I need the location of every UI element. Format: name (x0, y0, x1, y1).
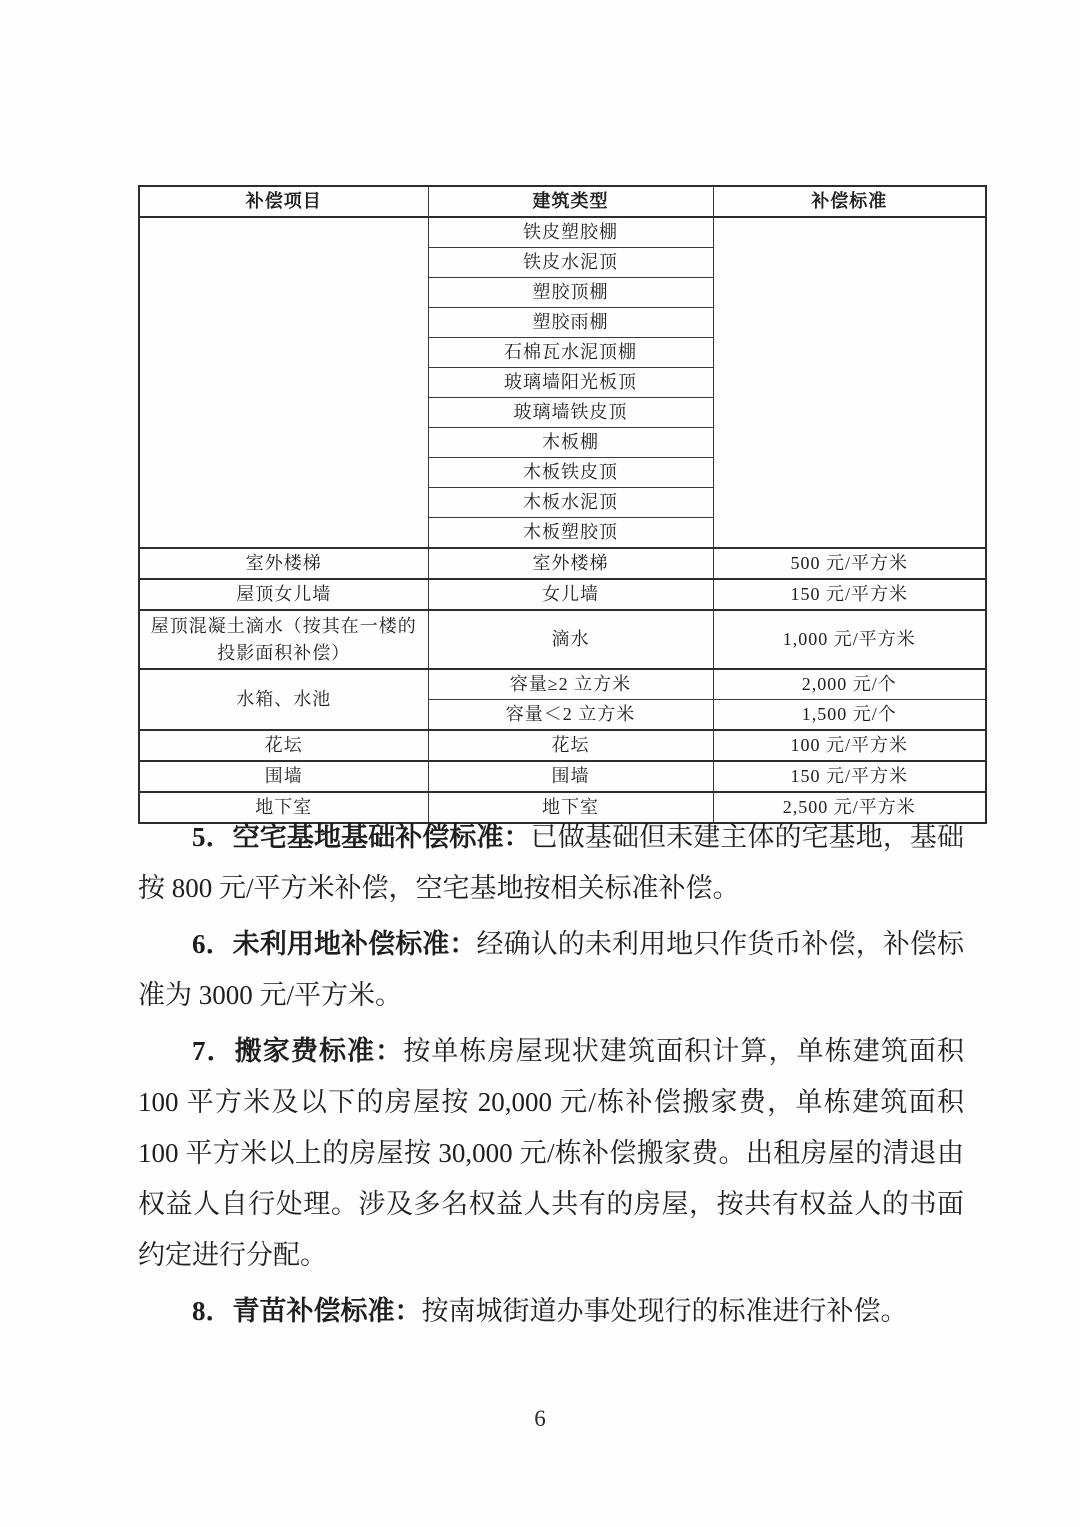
standard-cell: 150 元/平方米 (713, 761, 986, 792)
building-type-cell: 容量＜2 立方米 (428, 700, 713, 731)
building-type-cell: 塑胶顶棚 (428, 278, 713, 308)
item-cell: 花坛 (139, 730, 428, 761)
building-type-cell: 塑胶雨棚 (428, 308, 713, 338)
paragraph-7 (138, 1026, 964, 1281)
item-cell: 屋顶混凝土滴水（按其在一楼的投影面积补偿） (139, 610, 428, 669)
paragraph-8-label: 8．青苗补偿标准： (192, 1296, 422, 1326)
paragraph-7-label: 7．搬家费标准： (192, 1036, 404, 1066)
table-row (139, 217, 986, 248)
building-type-cell: 地下室 (428, 792, 713, 823)
header-compensation-standard: 补偿标准 (713, 186, 986, 217)
building-type-cell: 滴水 (428, 610, 713, 669)
building-type-cell: 木板塑胶顶 (428, 518, 713, 549)
item-cell: 屋顶女儿墙 (139, 579, 428, 610)
paragraph-8-text: 按南城街道办事处现行的标准进行补偿。 (421, 1296, 908, 1326)
building-type-cell: 围墙 (428, 761, 713, 792)
building-type-cell: 木板水泥顶 (428, 488, 713, 518)
paragraph-5 (138, 812, 964, 914)
building-type-cell: 木板棚 (428, 428, 713, 458)
item-cell: 围墙 (139, 761, 428, 792)
item-cell: 室外楼梯 (139, 548, 428, 579)
compensation-table (138, 185, 987, 824)
table-row (139, 669, 986, 700)
paragraph-6-text: 经确认的未利用地只作货币补偿，补偿标准为 3000 元/平方米。 (138, 929, 965, 1010)
building-type-cell: 花坛 (428, 730, 713, 761)
paragraph-8 (138, 1286, 964, 1337)
building-type-cell: 木板铁皮顶 (428, 458, 713, 488)
building-type-cell: 铁皮水泥顶 (428, 248, 713, 278)
building-type-cell: 铁皮塑胶棚 (428, 217, 713, 248)
table-row (139, 610, 986, 669)
table-row (139, 730, 986, 761)
paragraph-6 (138, 919, 964, 1021)
table-row (139, 761, 986, 792)
standard-cell: 500 元/平方米 (713, 548, 986, 579)
table-header-row (139, 186, 986, 217)
item-cell: 水箱、水池 (139, 669, 428, 730)
page-number: 6 (534, 1406, 546, 1431)
standard-cell: 1,000 元/平方米 (713, 610, 986, 669)
building-type-cell: 女儿墙 (428, 579, 713, 610)
paragraph-5-label: 5．空宅基地基础补偿标准： (192, 822, 531, 852)
paragraph-6-label: 6．未利用地补偿标准： (192, 929, 477, 959)
building-type-cell: 玻璃墙铁皮顶 (428, 398, 713, 428)
standard-cell: 2,500 元/平方米 (713, 792, 986, 823)
empty-item-cell (139, 217, 428, 548)
header-building-type: 建筑类型 (428, 186, 713, 217)
paragraph-7-text: 按单栋房屋现状建筑面积计算，单栋建筑面积 100 平方米及以下的房屋按 20,000 元/栋补偿搬家费，单栋建筑面积 100 平方米以上的房屋按 30,000 元/栋补偿搬家费。出租房屋的清退由权益人自行处理。涉及多名权益人共有的房屋，按共有权益人的书面约定进行分配。 (138, 1036, 965, 1270)
paragraph-5-text: 已做基础但未建主体的宅基地，基础按 800 元/平方米补偿，空宅基地按相关标准补偿。 (138, 822, 965, 903)
standard-cell: 2,000 元/个 (713, 669, 986, 700)
building-type-cell: 玻璃墙阳光板顶 (428, 368, 713, 398)
empty-standard-cell (713, 217, 986, 548)
standard-cell: 1,500 元/个 (713, 700, 986, 731)
building-type-cell: 容量≥2 立方米 (428, 669, 713, 700)
building-type-cell: 室外楼梯 (428, 548, 713, 579)
header-compensation-item: 补偿项目 (139, 186, 428, 217)
building-type-cell: 石棉瓦水泥顶棚 (428, 338, 713, 368)
table-row (139, 548, 986, 579)
body-text (138, 812, 964, 1342)
standard-cell: 150 元/平方米 (713, 579, 986, 610)
item-cell: 地下室 (139, 792, 428, 823)
table-row (139, 579, 986, 610)
standard-cell: 100 元/平方米 (713, 730, 986, 761)
